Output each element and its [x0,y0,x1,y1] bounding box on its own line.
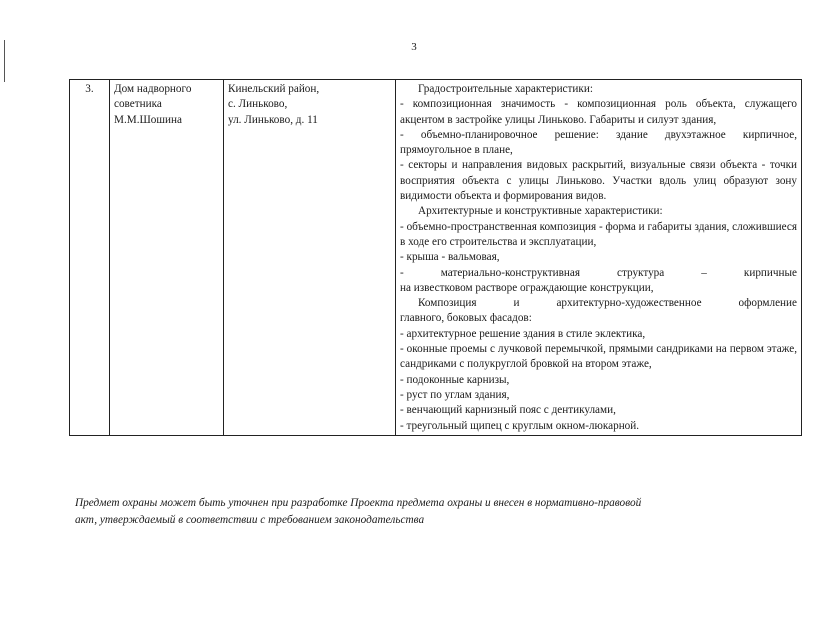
description-item-continued: на известковом растворе ограждающие конструкции, [400,281,654,294]
page-number: 3 [411,41,417,53]
footnote [75,495,775,528]
object-name-line: Дом надворного [114,83,192,95]
section-heading-architecture: Архитектурные и конструктивные характеристики: [418,205,663,218]
object-name-line: М.М.Шошина [114,113,182,126]
description-item: - секторы и направления видовых раскрытий, визуальные связи объекта - точки восприятия объекта с улицы Линьково. Участки вдоль улиц образуют зону видимости объекта и формирования видов. [400,159,797,203]
section-heading-composition-continued: главного, боковых фасадов: [400,312,532,325]
address-line: ул. Линьково, д. 11 [228,113,318,126]
footnote-line: Предмет охраны может быть уточнен при разработке Проекта предмета охраны и внесен в нормативно-правовой [75,497,642,509]
footnote-line: акт, утверждаемый в соответствии с требованием законодательства [75,513,425,526]
description-item: - венчающий карнизный пояс с дентикулами, [400,404,616,417]
object-address-cell [224,80,396,436]
description-item: - объемно-планировочное решение: здание двухэтажное кирпичное, прямоугольное в плане, [400,128,797,157]
row-number: 3. [85,83,94,95]
object-name-cell [110,80,224,436]
description-item: - руст по углам здания, [400,388,510,401]
address-line: Кинельский район, [228,83,320,95]
description-item: - архитектурное решение здания в стиле эклектика, [400,327,646,340]
object-name-line: советника [114,98,162,111]
description-cell [396,80,802,436]
description-item: - треугольный щипец с круглым окном-люкарной. [400,419,640,432]
protected-object-table [69,79,802,436]
row-number-cell [70,80,110,436]
description-item: - материально-конструктивная структура – кирпичные [400,266,797,279]
description-item: - крыша - вальмовая, [400,251,500,264]
description-item: - оконные проемы с лучковой перемычкой, прямыми сандриками на первом этаже, сандриками с полукруглой бровкой на втором этаже, [400,343,797,371]
section-heading-composition: Композиция и архитектурно-художественное оформление [418,297,797,310]
description-item: - композиционная значимость - композиционная роль объекта, служащего акцентом в застройке улицы Линьково. Габариты и силуэт здания, [400,98,797,126]
section-heading-urban: Градостроительные характеристики: [418,83,593,95]
description-item: - объемно-пространственная композиция - форма и габариты здания, сложившиеся в ходе его строительства и эксплуатации, [400,220,797,248]
table-row [70,80,802,436]
description-item: - подоконные карнизы, [400,373,510,386]
address-line: с. Линьково, [228,98,288,111]
